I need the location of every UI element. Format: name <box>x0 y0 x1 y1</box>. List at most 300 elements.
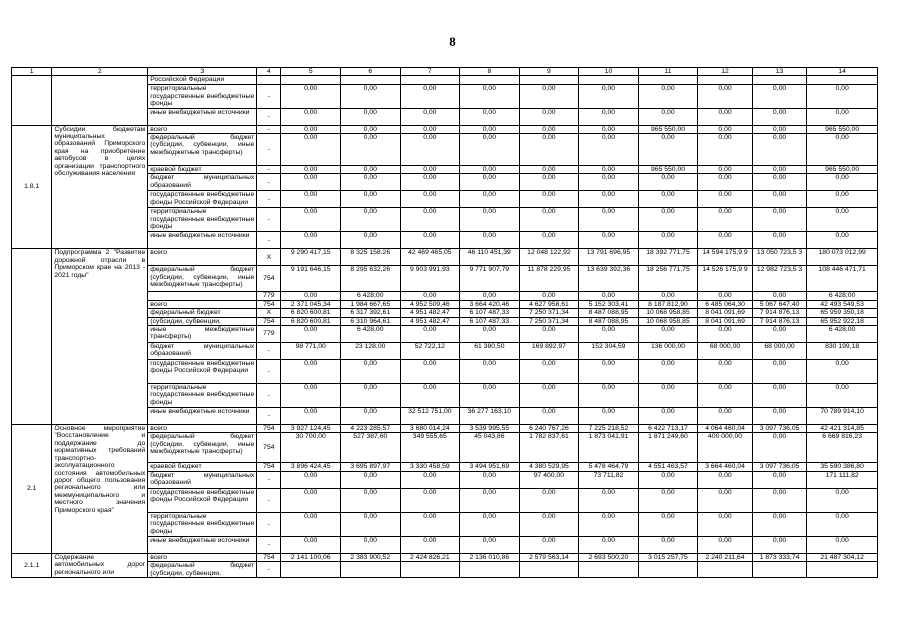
value-cell: 0,00 <box>341 384 401 408</box>
value-cell: 6 107 487,33 <box>460 309 520 317</box>
value-cell: 8 295 632,26 <box>341 266 401 292</box>
funding-source-cell: всего <box>148 425 257 433</box>
value-cell: 0,00 <box>579 512 639 536</box>
value-cell: 0,00 <box>579 326 639 343</box>
value-cell: 9 903 991,93 <box>400 266 460 292</box>
program-name-cell <box>52 76 148 125</box>
value-cell: 0,00 <box>460 174 520 191</box>
value-cell: 3 664 460,04 <box>698 463 753 471</box>
value-cell: 0,00 <box>638 191 698 208</box>
value-cell: 21 487 304,12 <box>807 553 878 561</box>
value-cell: 52 722,12 <box>400 343 460 360</box>
code-cell: 754 <box>257 317 281 325</box>
funding-source-cell: иные внебюджетные источники <box>148 408 257 425</box>
value-cell: 2 579 563,14 <box>519 553 579 561</box>
value-cell: 0,00 <box>519 85 579 108</box>
funding-source-cell: государственные внебюджетные фонды Российской Федерации <box>148 360 257 384</box>
code-cell: - <box>257 125 281 133</box>
code-cell: - <box>257 562 281 578</box>
value-cell: 180 073 012,99 <box>807 249 878 266</box>
value-cell: 0,00 <box>752 384 807 408</box>
table-body <box>12 68 878 578</box>
value-cell: 0,00 <box>460 360 520 384</box>
value-cell: 0,00 <box>579 85 639 108</box>
value-cell: 0,00 <box>698 536 753 553</box>
column-header: 4 <box>257 68 281 76</box>
value-cell: 0,00 <box>579 208 639 232</box>
value-cell: 0,00 <box>281 166 341 174</box>
value-cell: 5 067 647,40 <box>752 300 807 308</box>
value-cell <box>752 562 807 578</box>
funding-source-cell: территориальные государственные внебюджетные фонды <box>148 384 257 408</box>
funding-source-cell: всего <box>148 125 257 133</box>
value-cell: 0,00 <box>638 326 698 343</box>
value-cell: 0,00 <box>638 232 698 249</box>
value-cell: 8 187 812,90 <box>638 300 698 308</box>
code-cell: - <box>257 360 281 384</box>
value-cell <box>341 76 401 85</box>
value-cell: 0,00 <box>579 384 639 408</box>
value-cell: 0,00 <box>579 232 639 249</box>
value-cell: 0,00 <box>281 408 341 425</box>
value-cell: 0,00 <box>698 125 753 133</box>
value-cell: 169 892,97 <box>519 343 579 360</box>
value-cell: 0,00 <box>460 512 520 536</box>
value-cell: 0,00 <box>400 208 460 232</box>
value-cell: 0,00 <box>341 191 401 208</box>
value-cell: 0,00 <box>752 512 807 536</box>
value-cell: 3 927 124,45 <box>281 425 341 433</box>
value-cell: 0,00 <box>698 360 753 384</box>
value-cell: 400 000,00 <box>698 433 753 463</box>
value-cell: 14 526 175,9 9 <box>698 266 753 292</box>
value-cell: 0,00 <box>281 488 341 512</box>
value-cell: 0,00 <box>579 108 639 125</box>
value-cell: 0,00 <box>400 360 460 384</box>
value-cell <box>752 76 807 85</box>
value-cell: 0,00 <box>519 108 579 125</box>
value-cell: 0,00 <box>519 174 579 191</box>
column-header: 11 <box>638 68 698 76</box>
code-cell: 754 <box>257 553 281 561</box>
value-cell: 0,00 <box>752 134 807 166</box>
value-cell: 0,00 <box>400 292 460 300</box>
value-cell: 0,00 <box>638 408 698 425</box>
value-cell: 0,00 <box>460 536 520 553</box>
value-cell: 0,00 <box>579 488 639 512</box>
funding-source-cell: краевой бюджет <box>148 463 257 471</box>
value-cell: 0,00 <box>698 134 753 166</box>
funding-source-cell: иные внебюджетные источники <box>148 108 257 125</box>
value-cell: 7 225 218,52 <box>579 425 639 433</box>
value-cell: 65 952 922,18 <box>807 317 878 325</box>
value-cell: 11 878 229,95 <box>519 266 579 292</box>
value-cell: 0,00 <box>281 232 341 249</box>
value-cell: 0,00 <box>519 292 579 300</box>
value-cell: 0,00 <box>752 108 807 125</box>
value-cell <box>281 76 341 85</box>
value-cell: 830 199,18 <box>807 343 878 360</box>
value-cell: 0,00 <box>460 208 520 232</box>
value-cell: 0,00 <box>460 108 520 125</box>
value-cell: 0,00 <box>460 85 520 108</box>
funding-source-cell: иные внебюджетные источники <box>148 536 257 553</box>
value-cell: 0,00 <box>460 384 520 408</box>
value-cell: 61 380,50 <box>460 343 520 360</box>
value-cell: 3 097 736,05 <box>752 463 807 471</box>
value-cell: 0,00 <box>698 292 753 300</box>
page-number: 8 <box>449 34 456 49</box>
value-cell: 1 871 249,60 <box>638 433 698 463</box>
value-cell: 0,00 <box>281 512 341 536</box>
value-cell: 2 371 045,34 <box>281 300 341 308</box>
value-cell: 0,00 <box>752 174 807 191</box>
code-cell: - <box>257 85 281 108</box>
value-cell: 8 487 088,95 <box>579 309 639 317</box>
value-cell: 3 539 995,55 <box>460 425 520 433</box>
value-cell: 0,00 <box>400 125 460 133</box>
column-header: 7 <box>400 68 460 76</box>
table-row <box>12 553 878 561</box>
value-cell: 0,00 <box>752 326 807 343</box>
value-cell: 0,00 <box>752 433 807 463</box>
value-cell <box>638 76 698 85</box>
value-cell: 0,00 <box>807 85 878 108</box>
value-cell: 42 421 314,85 <box>807 425 878 433</box>
value-cell: 0,00 <box>752 408 807 425</box>
value-cell: 0,00 <box>341 360 401 384</box>
value-cell: 0,00 <box>341 471 401 488</box>
value-cell: 0,00 <box>698 232 753 249</box>
code-cell: 754 <box>257 463 281 471</box>
value-cell: 4 064 460,04 <box>698 425 753 433</box>
value-cell: 9 771 907,79 <box>460 266 520 292</box>
column-header: 6 <box>341 68 401 76</box>
value-cell: 98 771,00 <box>281 343 341 360</box>
funding-source-cell <box>148 292 257 300</box>
code-cell: 779 <box>257 326 281 343</box>
funding-source-cell: территориальные государственные внебюджетные фонды <box>148 208 257 232</box>
value-cell: 4 951 482,47 <box>400 309 460 317</box>
value-cell: 1 782 837,61 <box>519 433 579 463</box>
value-cell: 0,00 <box>698 166 753 174</box>
value-cell: 0,00 <box>341 134 401 166</box>
code-cell: - <box>257 471 281 488</box>
program-name-cell: Субсидии бюджетам муниципальных образований Приморского края на приобретение автобусов в целях организации транспортного обслуживания населения <box>52 125 148 249</box>
value-cell: 0,00 <box>807 512 878 536</box>
value-cell: 8 041 091,69 <box>698 317 753 325</box>
row-number-cell: 2.1 <box>12 425 52 554</box>
value-cell <box>579 562 639 578</box>
value-cell: 4 380 529,95 <box>519 463 579 471</box>
value-cell: 4 627 958,61 <box>519 300 579 308</box>
value-cell: 6 669 816,23 <box>807 433 878 463</box>
value-cell: 2 383 900,52 <box>341 553 401 561</box>
funding-source-cell: федеральный бюджет (субсидии, субвенции, иные межбюджетные трансферты) <box>148 266 257 292</box>
row-number-cell <box>12 76 52 125</box>
code-cell: - <box>257 108 281 125</box>
funding-source-cell: федеральный бюджет (субсидии, субвенции, иные межбюджетные трансферты) <box>148 433 257 463</box>
value-cell: 0,00 <box>579 134 639 166</box>
value-cell: 0,00 <box>638 384 698 408</box>
funding-source-cell: краевой бюджет <box>148 166 257 174</box>
value-cell: 13 050 723,5 3 <box>752 249 807 266</box>
value-cell: 0,00 <box>281 326 341 343</box>
table-row <box>12 425 878 433</box>
column-header: 14 <box>807 68 878 76</box>
column-header: 3 <box>148 68 257 76</box>
value-cell: 23 128,00 <box>341 343 401 360</box>
value-cell: 35 590 386,80 <box>807 463 878 471</box>
value-cell: 0,00 <box>638 208 698 232</box>
value-cell: 0,00 <box>698 174 753 191</box>
value-cell: 136 000,00 <box>638 343 698 360</box>
code-cell: X <box>257 309 281 317</box>
value-cell: 10 068 958,85 <box>638 309 698 317</box>
value-cell: 0,00 <box>579 292 639 300</box>
value-cell <box>460 562 520 578</box>
code-cell: - <box>257 232 281 249</box>
value-cell: 0,00 <box>698 512 753 536</box>
program-name-cell: Подпрограмма 2 "Развитие дорожной отрасли в Приморском крае на 2013 - 2021 годы" <box>52 249 148 425</box>
value-cell: 0,00 <box>281 292 341 300</box>
value-cell: 0,00 <box>519 191 579 208</box>
value-cell: 0,00 <box>519 125 579 133</box>
code-cell: 754 <box>257 433 281 463</box>
value-cell: 6 422 713,17 <box>638 425 698 433</box>
value-cell: 0,00 <box>579 191 639 208</box>
funding-source-cell: бюджет муниципальных образований <box>148 174 257 191</box>
column-header: 2 <box>52 68 148 76</box>
funding-source-cell: Российской Федерации <box>148 76 257 85</box>
value-cell: 0,00 <box>579 536 639 553</box>
value-cell: 0,00 <box>698 488 753 512</box>
code-cell: - <box>257 512 281 536</box>
code-cell: 779 <box>257 292 281 300</box>
value-cell: 1 984 667,65 <box>341 300 401 308</box>
value-cell: 0,00 <box>400 384 460 408</box>
value-cell: 0,00 <box>460 125 520 133</box>
value-cell: 68 000,00 <box>752 343 807 360</box>
value-cell: 0,00 <box>807 488 878 512</box>
value-cell: 42 469 465,05 <box>400 249 460 266</box>
value-cell: 9 191 646,15 <box>281 266 341 292</box>
value-cell: 12 048 122,92 <box>519 249 579 266</box>
value-cell: 18 256 771,75 <box>638 266 698 292</box>
value-cell: 0,00 <box>579 360 639 384</box>
value-cell: 0,00 <box>807 536 878 553</box>
value-cell: 32 512 751,00 <box>400 408 460 425</box>
header-row <box>12 68 878 76</box>
value-cell: 73 711,82 <box>579 471 639 488</box>
code-cell: - <box>257 536 281 553</box>
value-cell: 0,00 <box>341 232 401 249</box>
value-cell: 5 152 303,41 <box>579 300 639 308</box>
code-cell: 754 <box>257 300 281 308</box>
value-cell <box>807 562 878 578</box>
value-cell: 0,00 <box>460 134 520 166</box>
funding-source-cell: территориальные государственные внебюджетные фонды <box>148 512 257 536</box>
value-cell: 965 550,00 <box>807 166 878 174</box>
value-cell: 0,00 <box>638 488 698 512</box>
value-cell: 0,00 <box>638 536 698 553</box>
value-cell: 0,00 <box>698 384 753 408</box>
value-cell: 0,00 <box>807 384 878 408</box>
value-cell: 0,00 <box>519 512 579 536</box>
value-cell: 0,00 <box>638 471 698 488</box>
value-cell: 0,00 <box>400 232 460 249</box>
value-cell: 0,00 <box>698 108 753 125</box>
column-header: 12 <box>698 68 753 76</box>
value-cell <box>698 562 753 578</box>
value-cell: 527 387,60 <box>341 433 401 463</box>
code-cell: 754 <box>257 425 281 433</box>
value-cell <box>638 562 698 578</box>
value-cell <box>400 76 460 85</box>
value-cell: 3 664 420,46 <box>460 300 520 308</box>
code-cell: - <box>257 384 281 408</box>
value-cell: 0,00 <box>807 174 878 191</box>
value-cell: 8 487 088,95 <box>579 317 639 325</box>
value-cell: 3 494 951,69 <box>460 463 520 471</box>
value-cell: 4 951 482,47 <box>400 317 460 325</box>
funding-source-cell: территориальные государственные внебюджетные фонды <box>148 85 257 108</box>
value-cell: 6 428,00 <box>341 292 401 300</box>
value-cell: 0,00 <box>579 166 639 174</box>
value-cell: 108 446 471,71 <box>807 266 878 292</box>
value-cell: 0,00 <box>807 360 878 384</box>
value-cell <box>400 562 460 578</box>
value-cell: 0,00 <box>807 191 878 208</box>
value-cell: 0,00 <box>281 360 341 384</box>
value-cell: 6 317 392,61 <box>341 309 401 317</box>
code-cell: 754 <box>257 266 281 292</box>
value-cell: 7 250 371,34 <box>519 317 579 325</box>
funding-source-cell: (субсидии, субвенции, <box>148 317 257 325</box>
value-cell <box>698 76 753 85</box>
value-cell: 0,00 <box>698 208 753 232</box>
value-cell: 45 043,86 <box>460 433 520 463</box>
value-cell: 0,00 <box>281 108 341 125</box>
code-cell: - <box>257 174 281 191</box>
value-cell: 4 952 509,46 <box>400 300 460 308</box>
value-cell: 2 424 826,21 <box>400 553 460 561</box>
value-cell: 0,00 <box>341 166 401 174</box>
value-cell: 0,00 <box>807 208 878 232</box>
value-cell: 2 240 211,64 <box>698 553 753 561</box>
value-cell <box>579 76 639 85</box>
code-cell: - <box>257 208 281 232</box>
table-row <box>12 249 878 266</box>
value-cell: 0,00 <box>698 326 753 343</box>
value-cell: 0,00 <box>400 85 460 108</box>
code-cell: - <box>257 134 281 166</box>
column-header: 5 <box>281 68 341 76</box>
funding-source-cell: иные межбюджетные трансферты) <box>148 326 257 343</box>
value-cell: 0,00 <box>638 292 698 300</box>
code-cell <box>257 76 281 85</box>
value-cell: 0,00 <box>579 174 639 191</box>
value-cell: 30 700,00 <box>281 433 341 463</box>
value-cell: 171 111,82 <box>807 471 878 488</box>
value-cell: 7 914 876,13 <box>752 317 807 325</box>
value-cell: 0,00 <box>341 208 401 232</box>
funding-source-cell: федеральный бюджет (субсидии, субвенции, иные межбюджетные трансферты) <box>148 134 257 166</box>
code-cell: - <box>257 191 281 208</box>
value-cell: 0,00 <box>281 174 341 191</box>
value-cell: 3 097 736,05 <box>752 425 807 433</box>
column-header: 1 <box>12 68 52 76</box>
value-cell: 0,00 <box>281 85 341 108</box>
value-cell: 0,00 <box>281 191 341 208</box>
value-cell: 0,00 <box>519 408 579 425</box>
value-cell: 3 680 014,24 <box>400 425 460 433</box>
value-cell: 3 015 257,75 <box>638 553 698 561</box>
value-cell: 0,00 <box>281 471 341 488</box>
value-cell: 0,00 <box>807 108 878 125</box>
value-cell: 6 428,00 <box>807 292 878 300</box>
value-cell <box>519 76 579 85</box>
value-cell: 1 873 041,91 <box>579 433 639 463</box>
value-cell: 965 550,00 <box>807 125 878 133</box>
value-cell: 0,00 <box>638 85 698 108</box>
value-cell: 0,00 <box>698 471 753 488</box>
value-cell: 0,00 <box>638 174 698 191</box>
value-cell: 5 478 464,79 <box>579 463 639 471</box>
value-cell: 0,00 <box>341 108 401 125</box>
funding-source-cell: федеральный бюджет (субсидии, субвенции, <box>148 562 257 578</box>
value-cell: 68 000,00 <box>698 343 753 360</box>
row-number-cell: 1.8.1 <box>12 125 52 249</box>
value-cell: 0,00 <box>752 471 807 488</box>
value-cell: 0,00 <box>752 125 807 133</box>
value-cell: 97 400,00 <box>519 471 579 488</box>
value-cell: 349 555,65 <box>400 433 460 463</box>
value-cell: 6 428,00 <box>341 326 401 343</box>
funding-source-cell: всего <box>148 553 257 561</box>
value-cell: 0,00 <box>400 536 460 553</box>
value-cell: 0,00 <box>400 471 460 488</box>
value-cell: 0,00 <box>400 166 460 174</box>
funding-source-cell: иные внебюджетные источники <box>148 232 257 249</box>
value-cell: 65 959 350,18 <box>807 309 878 317</box>
value-cell: 2 136 010,86 <box>460 553 520 561</box>
value-cell: 0,00 <box>460 191 520 208</box>
value-cell: 0,00 <box>519 208 579 232</box>
value-cell: 46 110 451,39 <box>460 249 520 266</box>
value-cell: 0,00 <box>638 512 698 536</box>
value-cell: 0,00 <box>807 134 878 166</box>
value-cell: 0,00 <box>752 191 807 208</box>
funding-source-cell: государственные внебюджетные фонды Российской Федерации <box>148 488 257 512</box>
value-cell: 0,00 <box>341 125 401 133</box>
code-cell: - <box>257 343 281 360</box>
program-name-cell: Содержание автомобильных дорог регионального или <box>52 553 148 577</box>
value-cell: 13 791 696,95 <box>579 249 639 266</box>
value-cell: 0,00 <box>341 408 401 425</box>
value-cell: 0,00 <box>519 134 579 166</box>
value-cell: 0,00 <box>698 408 753 425</box>
value-cell: 6 107 487,33 <box>460 317 520 325</box>
row-number-cell <box>12 249 52 425</box>
code-cell: - <box>257 166 281 174</box>
value-cell: 0,00 <box>752 166 807 174</box>
value-cell: 0,00 <box>281 384 341 408</box>
column-header: 13 <box>752 68 807 76</box>
value-cell: 6 428,00 <box>807 326 878 343</box>
value-cell: 0,00 <box>460 232 520 249</box>
value-cell: 0,00 <box>460 471 520 488</box>
